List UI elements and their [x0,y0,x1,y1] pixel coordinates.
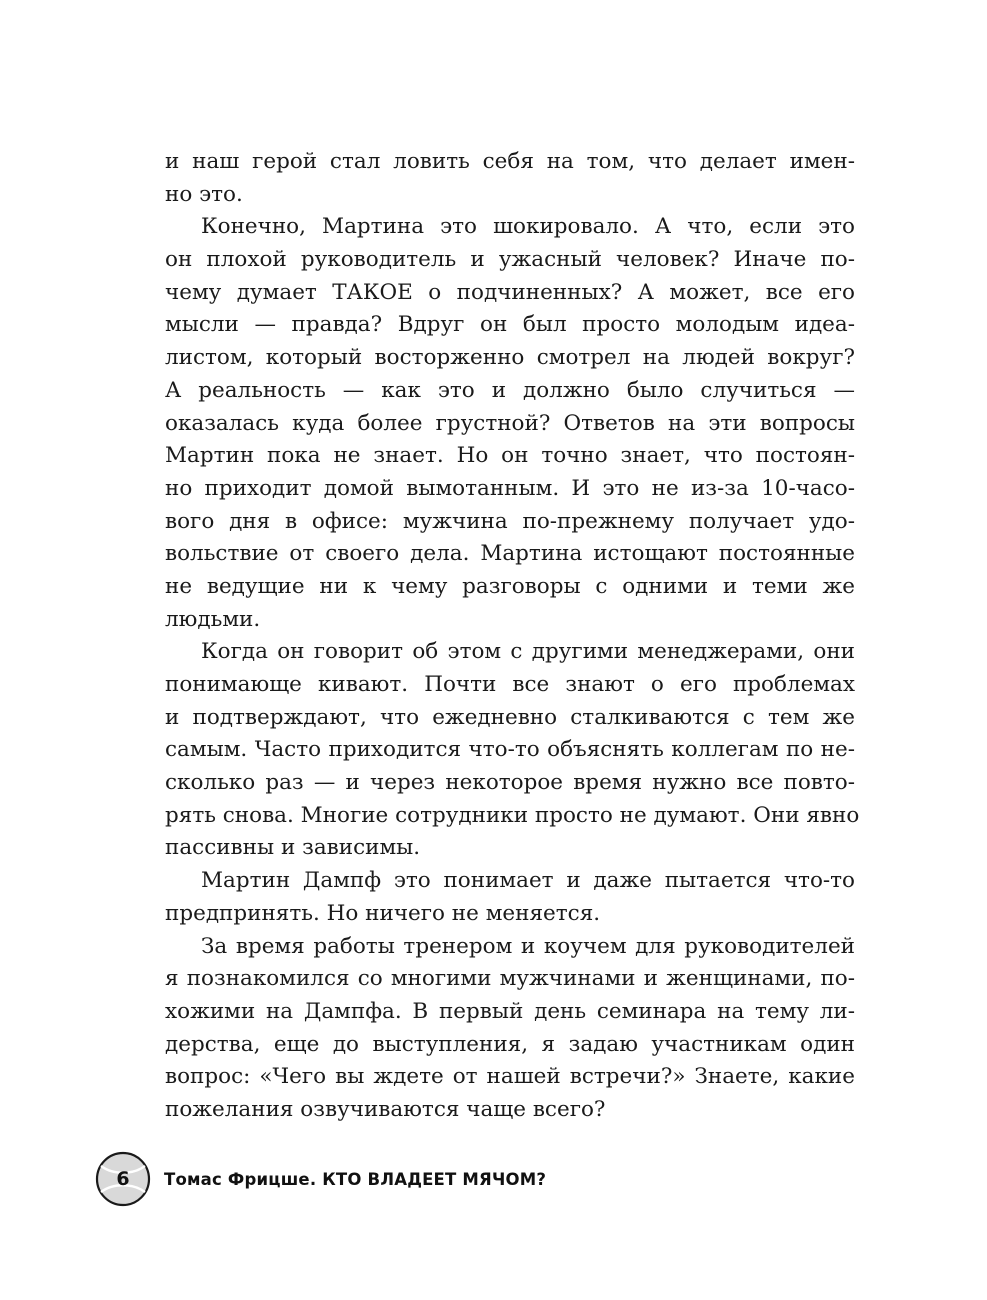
text-line: но приходит домой вымотанным. И это не из-за 10-часо- [165,475,855,501]
text-line: сколько раз — и через некоторое время нужно все повто- [165,770,855,796]
text-line: А реальность — как это и должно было случиться — [165,377,855,403]
text-line: листом, который восторженно смотрел на людей вокруг? [165,345,855,371]
text-line: но это. [165,181,243,207]
text-line: предпринять. Но ничего не меняется. [165,900,601,926]
text-line: Конечно, Мартина это шокировало. А что, если это [201,214,855,240]
text-line: не ведущие ни к чему разговоры с одними и теми же [165,573,855,599]
page-footer [95,1150,546,1208]
text-line: я познакомился со многими мужчинами и женщинами, по- [165,966,855,992]
text-line: хожими на Дампфа. В первый день семинара на тему ли- [165,998,855,1024]
body-text [165,146,860,1127]
text-line: Мартин пока не знает. Но он точно знает, что постоян- [165,443,855,469]
text-line: понимающе кивают. Почти все знают о его проблемах [165,672,855,697]
text-line: дерства, еще до выступления, я задаю участникам один [165,1031,855,1057]
text-line: Мартин Дампф это понимает и даже пытается что-то [201,868,855,894]
tennis-ball-icon [95,1151,151,1207]
text-line: вольствие от своего дела. Мартина истощают постоянные [165,541,855,567]
text-line: рять снова. Многие сотрудники просто не думают. Они явно [165,802,860,828]
text-line: вопрос: «Чего вы ждете от нашей встречи?» Знаете, какие [165,1064,855,1090]
text-line: людьми. [165,606,261,632]
text-line: и подтверждают, что ежедневно сталкиваются с тем же [165,704,855,730]
text-line: вого дня в офисе: мужчина по-прежнему получает удо- [165,508,855,534]
running-title: Томас Фрицше. КТО ВЛАДЕЕТ МЯЧОМ? [164,1169,547,1189]
text-line: оказалась куда более грустной? Ответов на эти вопросы [165,410,855,436]
text-line: самым. Часто приходится что-то объяснять коллегам по не- [165,737,855,763]
text-line: мысли — правда? Вдруг он был просто молодым идеа- [165,312,855,338]
text-line: пассивны и зависимы. [165,835,421,861]
text-line: и наш герой стал ловить себя на том, что делает имен- [165,149,855,174]
text-line: чему думает ТАКОЕ о подчиненных? А может, все его [165,279,855,305]
text-line: За время работы тренером и коучем для руководителей [201,933,855,959]
page-number: 6 [116,1168,130,1190]
text-line: пожелания озвучиваются чаще всего? [165,1096,606,1122]
text-line: Когда он говорит об этом с другими менеджерами, они [201,639,855,665]
text-line: он плохой руководитель и ужасный человек? Иначе по- [165,247,855,273]
